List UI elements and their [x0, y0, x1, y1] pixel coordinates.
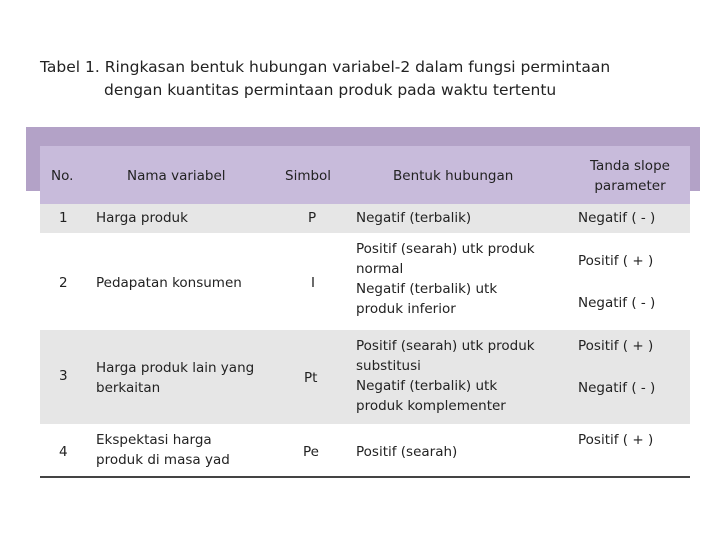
- row-simbol: Pt: [304, 370, 318, 386]
- table-row: [40, 330, 690, 424]
- row-tanda-slope-positif: Positif ( + ): [578, 253, 654, 269]
- row-tanda-slope-positif: Positif ( + ): [578, 338, 654, 354]
- row-bentuk-hubungan: Positif (searah): [356, 444, 458, 460]
- bentuk-line: Positif (searah) utk produk: [356, 338, 535, 354]
- row-bentuk-hubungan: [356, 336, 535, 416]
- nama-line: berkaitan: [96, 380, 161, 396]
- bentuk-line: substitusi: [356, 358, 421, 374]
- table-row: [40, 233, 690, 330]
- summary-table: [40, 146, 690, 478]
- header-nama-variabel: Nama variabel: [127, 168, 226, 184]
- caption-line-2: dengan kuantitas permintaan produk pada waktu tertentu: [104, 81, 557, 99]
- row-tanda-slope-negatif: Negatif ( - ): [578, 295, 656, 311]
- bentuk-line: produk inferior: [356, 301, 456, 317]
- row-nama-variabel: Pedapatan konsumen: [96, 275, 242, 291]
- row-simbol: I: [311, 275, 315, 291]
- nama-line: Harga produk lain yang: [96, 360, 255, 376]
- bentuk-line: Negatif (terbalik) utk: [356, 378, 498, 394]
- header-no: No.: [51, 168, 74, 184]
- table-bottom-rule: [40, 476, 690, 478]
- row-tanda-slope: Negatif ( - ): [578, 210, 656, 226]
- bentuk-line: Positif (searah) utk produk: [356, 241, 535, 257]
- row-nama-variabel: [96, 358, 254, 398]
- table-row: [40, 204, 690, 233]
- row-no: 1: [59, 210, 68, 226]
- bentuk-line: Negatif (terbalik) utk: [356, 281, 498, 297]
- row-nama-variabel: [96, 430, 230, 470]
- nama-line: produk di masa yad: [96, 452, 230, 468]
- row-no: 2: [59, 275, 68, 291]
- row-nama-variabel: Harga produk: [96, 210, 188, 226]
- nama-line: Ekspektasi harga: [96, 432, 212, 448]
- row-no: 3: [59, 368, 68, 384]
- header-tanda-line-2: parameter: [594, 178, 666, 194]
- caption-line-1: Tabel 1. Ringkasan bentuk hubungan variabel-2 dalam fungsi permintaan: [40, 58, 611, 76]
- header-tanda-slope: [570, 156, 690, 196]
- row-bentuk-hubungan: Negatif (terbalik): [356, 210, 472, 226]
- row-no: 4: [59, 444, 68, 460]
- header-bentuk-hubungan: Bentuk hubungan: [393, 168, 514, 184]
- bentuk-line: produk komplementer: [356, 398, 506, 414]
- row-tanda-slope: Positif ( + ): [578, 432, 654, 448]
- table-caption: [40, 56, 680, 102]
- row-simbol: P: [308, 210, 317, 226]
- header-tanda-line-1: Tanda slope: [590, 158, 670, 174]
- table-row: [40, 424, 690, 476]
- bentuk-line: normal: [356, 261, 404, 277]
- row-tanda-slope-negatif: Negatif ( - ): [578, 380, 656, 396]
- row-bentuk-hubungan: [356, 239, 535, 319]
- header-simbol: Simbol: [285, 168, 332, 184]
- row-simbol: Pe: [303, 444, 319, 460]
- table-header: [40, 146, 690, 206]
